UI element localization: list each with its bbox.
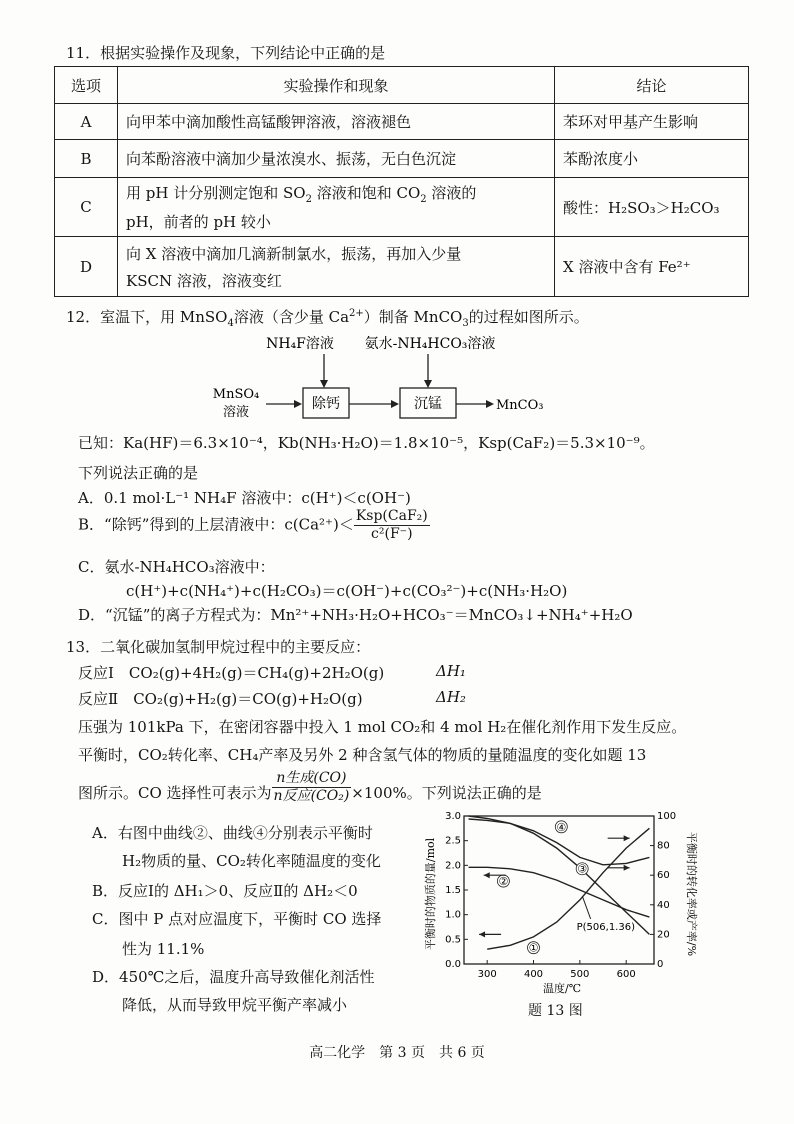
q13-paragraph-3: [78, 769, 542, 805]
page-footer: 高二化学 第 3 页 共 6 页: [309, 1045, 485, 1061]
q12-option-c-line2: c(H⁺)+c(NH₄⁺)+c(H₂CO₃)＝c(OH⁻)+c(CO₃²⁻)+c(NH₃·H₂O): [126, 582, 568, 600]
x-axis-label: 温度/℃: [542, 982, 582, 995]
y-right-tick-label: 80: [657, 840, 670, 852]
row-operation: 向苯酚溶液中滴加少量浓溴水、振荡，无白色沉淀: [118, 140, 555, 178]
y-right-tick-label: 100: [657, 811, 677, 822]
stem-text: 12．室温下，用 MnSO: [66, 308, 228, 326]
y-right-tick-label: 40: [657, 899, 670, 911]
q13-option-b: B．反应Ⅰ的 ΔH₁＞0、反应Ⅱ的 ΔH₂＜0: [92, 882, 358, 900]
q12-known: 已知：Ka(HF)＝6.3×10⁻⁴，Kb(NH₃·H₂O)＝1.8×10⁻⁵，Ksp(CaF₂)＝5.3×10⁻⁹。: [78, 434, 655, 452]
q13-paragraph-1: 压强为 101kPa 下，在密闭容器中投入 1 mol CO₂和 4 mol H₂在催化剂作用下发生反应。: [78, 718, 687, 736]
chart-caption: 题 13 图: [528, 1003, 583, 1019]
x-tick-label: 400: [523, 969, 544, 980]
series-label: ④: [556, 820, 567, 834]
q11-stem: 11．根据实验操作及现象，下列结论中正确的是: [66, 44, 386, 62]
axis-arrow-left-head: [479, 931, 485, 937]
numerator: n生成(CO): [272, 770, 352, 788]
numerator: Ksp(CaF₂): [355, 508, 428, 524]
op-text: 向 X 溶液中滴加几滴新制氯水，振荡，再加入少量: [126, 244, 462, 263]
flow-box2-label: 沉锰: [414, 396, 442, 412]
q12-stem: 12．室温下，用 MnSO$_4$溶液（含少量 $Ca^{2+}$）制备 MnCO$_3$的过程如图所示。: [66, 308, 589, 329]
table-header-row: [55, 67, 749, 104]
row-conclusion: X 溶液中含有 Fe²⁺: [555, 237, 749, 297]
co-selectivity-fraction: [272, 770, 352, 805]
row-operation: 用 pH 计分别测定饱和 $SO_2$ 溶液和饱和 $CO_2$ 溶液的 pH，前者的 pH 较小: [118, 178, 555, 237]
process-flow-diagram: [200, 330, 580, 430]
header-operation: 实验操作和现象: [118, 67, 555, 104]
op-text: pH，前者的 pH 较小: [126, 213, 271, 231]
op-text: 溶液和饱和 CO: [316, 184, 421, 202]
q13-reaction-2-dh: ΔH₂: [436, 688, 466, 706]
stem-text: ）制备 MnCO: [363, 308, 463, 326]
series-label: ③: [577, 862, 588, 876]
row-operation: 向甲苯中滴加酸性高锰酸钾溶液，溶液褪色: [118, 104, 555, 140]
table-row: [55, 104, 749, 140]
row-conclusion: 苯酚浓度小: [555, 140, 749, 178]
y-left-tick-label: 0.5: [445, 934, 461, 946]
y-left-tick-label: 0.0: [445, 959, 461, 970]
table-row: [55, 140, 749, 178]
q13-option-c-line2: 性为 11.1%: [122, 940, 205, 958]
x-tick-label: 500: [570, 969, 590, 980]
annotation-leader: [583, 897, 591, 919]
denominator: n反应(CO₂): [273, 787, 350, 804]
y-right-tick-label: 0: [657, 959, 664, 970]
row-option: D: [55, 237, 118, 297]
paragraph-text: 图所示。CO 选择性可表示为: [78, 784, 272, 802]
y-right-tick-label: 60: [657, 870, 670, 882]
annotation-p-point: P(506,1.36): [576, 921, 636, 933]
table-row: [55, 237, 749, 297]
op-text: KSCN 溶液，溶液变红: [126, 271, 282, 290]
y-left-tick-label: 1.5: [445, 885, 461, 896]
y-left-tick-label: 3.0: [445, 811, 461, 822]
q13-reaction-2: 反应Ⅱ CO₂(g)+H₂(g)＝CO(g)+H₂O(g): [78, 690, 363, 708]
option-text: B．“除钙”得到的上层清液中：c(Ca²⁺)＜: [78, 515, 354, 534]
q13-reaction-1-dh: ΔH₁: [436, 662, 466, 680]
equilibrium-chart: [420, 804, 700, 1028]
q13-option-d-line2: 降低，从而导致甲烷平衡产率减小: [122, 996, 348, 1014]
y-left-tick-label: 1.0: [445, 909, 461, 921]
fraction: [354, 508, 430, 543]
q13-stem: 13．二氧化碳加氢制甲烷过程中的主要反应：: [66, 638, 371, 656]
y-left-tick-label: 2.0: [445, 860, 461, 872]
flow-reagent-2: 氨水-NH₄HCO₃溶液: [364, 336, 496, 352]
row-operation: [118, 237, 555, 297]
stem-text: 溶液（含少量 Ca: [233, 308, 350, 326]
flow-start-line2: 溶液: [222, 405, 250, 420]
q12-ask: 下列说法正确的是: [78, 464, 199, 482]
row-option: B: [55, 140, 118, 178]
stem-text: 的过程如图所示。: [468, 308, 589, 326]
series-label: ①: [528, 941, 539, 955]
q12-option-d: D．“沉锰”的离子方程式为：Mn²⁺+NH₃·H₂O+HCO₃⁻＝MnCO₃↓+NH₄⁺+H₂O: [78, 606, 633, 624]
paragraph-text: ×100%。下列说法正确的是: [351, 784, 542, 802]
axis-arrow-right-head: [624, 865, 630, 871]
q12-option-a: A．0.1 mol·L⁻¹ NH₄F 溶液中：c(H⁺)＜c(OH⁻): [78, 489, 411, 507]
q13-option-d-line1: D．450℃之后，温度升高导致催化剂活性: [92, 968, 375, 986]
header-option: 选项: [55, 67, 118, 104]
row-option: A: [55, 104, 118, 140]
flow-product: MnCO₃: [496, 398, 544, 413]
q13-paragraph-2: 平衡时，CO₂转化率、CH₄产率及另外 2 种含氢气体的物质的量随温度的变化如题 13: [78, 746, 647, 764]
x-tick-label: 300: [477, 969, 497, 980]
q11-table: [54, 66, 749, 297]
y-right-tick-label: 20: [657, 929, 670, 941]
y-axis-label-right: 平衡时的转化率或产率/%: [685, 831, 698, 957]
y-left-tick-label: 2.5: [445, 835, 461, 847]
flow-box1-label: 除钙: [312, 396, 340, 412]
op-text: 溶液的: [431, 184, 477, 202]
row-option: C: [55, 178, 118, 237]
row-conclusion: 酸性：H₂SO₃＞H₂CO₃: [555, 178, 749, 237]
denominator: c²(F⁻): [371, 526, 413, 542]
q13-option-a-line2: H₂物质的量、CO₂转化率随温度的变化: [122, 852, 381, 870]
q12-option-c-line1: C．氨水-NH₄HCO₃溶液中：: [78, 558, 275, 576]
flow-start-line1: MnSO₄: [212, 387, 260, 402]
header-conclusion: 结论: [555, 67, 749, 104]
x-tick-label: 600: [616, 969, 636, 980]
table-row: [55, 178, 749, 237]
axis-arrow-left-head: [484, 872, 490, 878]
series-label: ②: [498, 875, 509, 889]
q13-reaction-1: 反应Ⅰ CO₂(g)+4H₂(g)＝CH₄(g)+2H₂O(g): [78, 664, 385, 682]
q13-option-a-line1: A．右图中曲线②、曲线④分别表示平衡时: [92, 824, 373, 842]
y-axis-label-left: 平衡时的物质的量/mol: [424, 837, 437, 951]
row-conclusion: 苯环对甲基产生影响: [555, 104, 749, 140]
q13-option-c-line1: C．图中 P 点对应温度下，平衡时 CO 选择: [92, 910, 382, 928]
flow-reagent-1: NH₄F溶液: [266, 336, 334, 352]
op-text: 用 pH 计分别测定饱和 SO: [126, 184, 306, 202]
q12-option-b: [78, 508, 430, 543]
axis-arrow-right-head: [624, 835, 630, 841]
